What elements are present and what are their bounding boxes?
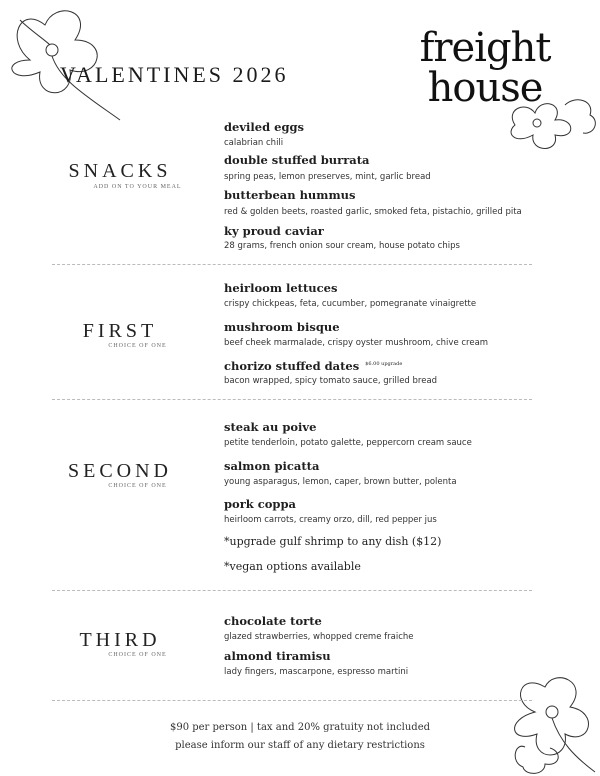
item-name-text: chorizo stuffed dates xyxy=(224,359,360,373)
section-note-second: CHOICE OF ONE xyxy=(108,483,167,489)
item-desc: calabrian chili xyxy=(224,138,284,148)
item-name: double stuffed burrata xyxy=(224,153,370,167)
section-note-snacks: ADD ON TO YOUR MEAL xyxy=(93,184,182,190)
item-desc: petite tenderloin, potato galette, peppercorn cream sauce xyxy=(224,438,472,448)
footer-pricing: $90 per person | tax and 20% gratuity not included xyxy=(169,722,431,733)
item-desc: red & golden beets, roasted garlic, smoked feta, pistachio, grilled pita xyxy=(224,207,522,217)
item-name: almond tiramisu xyxy=(224,649,331,663)
section-divider xyxy=(52,399,532,400)
item-desc: crispy chickpeas, feta, cucumber, pomegranate vinaigrette xyxy=(224,299,477,309)
item-desc: heirloom carrots, creamy orzo, dill, red pepper jus xyxy=(224,515,437,525)
brand-line-2: house xyxy=(427,65,543,111)
item-desc: glazed strawberries, whopped creme fraiche xyxy=(224,632,414,642)
item-desc: 28 grams, french onion sour cream, house potato chips xyxy=(224,241,460,251)
menu-title: VALENTINES 2026 xyxy=(60,62,289,87)
item-desc: spring peas, lemon preserves, mint, garlic bread xyxy=(224,172,431,182)
section-title-second: SECOND xyxy=(67,460,172,482)
item-desc: lady fingers, mascarpone, espresso martini xyxy=(224,667,409,677)
section-divider xyxy=(52,264,532,265)
section-divider xyxy=(52,590,532,591)
section-title-first: FIRST xyxy=(82,320,158,342)
menu-note: *vegan options available xyxy=(224,560,361,573)
item-name: pork coppa xyxy=(224,497,296,511)
section-divider xyxy=(52,700,532,701)
item-name: butterbean hummus xyxy=(224,188,356,202)
section-note-third: CHOICE OF ONE xyxy=(108,652,167,658)
item-desc: beef cheek marmalade, crispy oyster mushroom, chive cream xyxy=(224,338,489,348)
upgrade-price: $6.00 upgrade xyxy=(365,361,403,368)
item-name: ky proud caviar xyxy=(224,224,324,238)
item-desc: young asparagus, lemon, caper, brown butter, polenta xyxy=(224,477,457,487)
item-name xyxy=(224,359,402,373)
section-title-snacks: SNACKS xyxy=(68,160,172,182)
item-name: heirloom lettuces xyxy=(224,281,338,295)
footer-dietary: please inform our staff of any dietary restrictions xyxy=(175,740,425,751)
brand-line-1: freight xyxy=(419,25,551,71)
item-name: mushroom bisque xyxy=(224,320,340,334)
item-name: salmon picatta xyxy=(224,459,320,473)
item-name: steak au poive xyxy=(224,420,317,434)
section-title-third: THIRD xyxy=(79,629,161,651)
brand-logo xyxy=(410,25,560,111)
item-name: deviled eggs xyxy=(224,120,305,134)
item-name: chocolate torte xyxy=(224,614,322,628)
section-note-first: CHOICE OF ONE xyxy=(108,343,167,349)
item-desc: bacon wrapped, spicy tomato sauce, grilled bread xyxy=(224,376,438,386)
menu-note: *upgrade gulf shrimp to any dish ($12) xyxy=(224,535,442,548)
